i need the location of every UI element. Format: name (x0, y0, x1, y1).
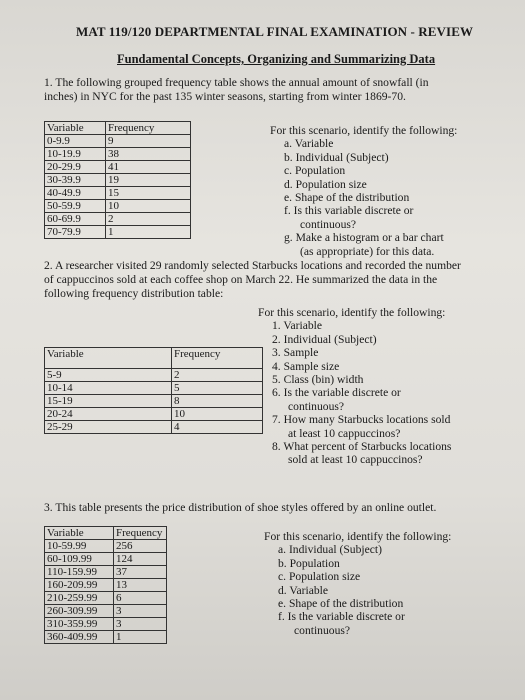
frequency-cell: 10 (106, 200, 191, 213)
task-item: d. Variable (278, 583, 329, 597)
task-item-continuation: continuous? (288, 399, 345, 413)
table-row (45, 618, 167, 631)
table-row (45, 174, 191, 187)
task-item-continuation: continuous? (300, 217, 357, 231)
task-item: c. Population size (278, 570, 361, 584)
frequency-cell: 38 (106, 148, 191, 161)
question-1-intro: 1. The following grouped frequency table shows the annual amount of snowfall (in inches) in NYC for the past 135 winter seasons, starting from winter 1869-70. (44, 76, 429, 103)
table-row (45, 566, 167, 579)
frequency-cell: 256 (114, 540, 167, 553)
variable-cell: 160-209.99 (45, 579, 114, 592)
task-item: g. Make a histogram or a bar chart (284, 231, 444, 245)
variable-cell: 60-109.99 (45, 553, 114, 566)
table-row (45, 605, 167, 618)
task-item: e. Shape of the distribution (284, 191, 410, 205)
task-prompt: For this scenario, identify the following: (264, 530, 452, 543)
task-prompt: For this scenario, identify the following: (258, 306, 446, 319)
table-row (45, 148, 191, 161)
section-heading: Fundamental Concepts, Organizing and Summarizing Data (117, 52, 436, 66)
question-3-intro: 3. This table presents the price distribution of shoe styles offered by an online outlet. (44, 501, 437, 514)
table-row (45, 382, 263, 395)
frequency-cell: 13 (114, 579, 167, 592)
task-prompt: For this scenario, identify the following: (270, 124, 458, 137)
variable-cell: 310-359.99 (45, 618, 114, 631)
frequency-cell: 3 (114, 605, 167, 618)
task-item: 1. Variable (272, 319, 323, 333)
snowfall-frequency-table (44, 121, 191, 239)
variable-cell: 70-79.9 (45, 226, 106, 239)
table-row (45, 395, 263, 408)
task-item: 3. Sample (272, 346, 319, 360)
task-item: e. Shape of the distribution (278, 597, 404, 611)
column-header-frequency: Frequency (114, 527, 167, 540)
task-item-continuation: sold at least 10 cappuccinos? (288, 453, 423, 467)
frequency-cell: 2 (172, 369, 263, 382)
frequency-cell: 6 (114, 592, 167, 605)
task-item: 4. Sample size (272, 359, 340, 373)
task-item: 2. Individual (Subject) (272, 332, 377, 346)
question-2-tasks (258, 306, 451, 467)
column-header-variable: Variable (45, 527, 114, 540)
variable-cell: 15-19 (45, 395, 172, 408)
variable-cell: 10-19.9 (45, 148, 106, 161)
question-2-intro: 2. A researcher visited 29 randomly selected Starbucks locations and recorded the number of cappuccinos sold at each coffee shop on March 22. He summarized the data in the following frequency distribution table: (44, 259, 461, 300)
variable-cell: 360-409.99 (45, 631, 114, 644)
column-header-variable: Variable (45, 348, 172, 369)
shoe-price-frequency-table (44, 526, 167, 644)
column-header-frequency: Frequency (106, 122, 191, 135)
task-item: f. Is the variable discrete or (278, 610, 405, 624)
task-item: f. Is this variable discrete or (284, 204, 414, 218)
cappuccino-frequency-table (44, 347, 263, 434)
variable-cell: 10-59.99 (45, 540, 114, 553)
frequency-cell: 4 (172, 421, 263, 434)
table-header-row (45, 348, 263, 369)
task-item-continuation: at least 10 cappuccinos? (288, 426, 401, 440)
table-row (45, 135, 191, 148)
frequency-cell: 19 (106, 174, 191, 187)
task-item: b. Population (278, 556, 340, 570)
frequency-cell: 5 (172, 382, 263, 395)
task-item: c. Population (284, 164, 346, 178)
task-item: a. Variable (284, 137, 334, 151)
table-row (45, 421, 263, 434)
table-row (45, 200, 191, 213)
variable-cell: 260-309.99 (45, 605, 114, 618)
task-item: d. Population size (284, 177, 367, 191)
question-3-tasks (264, 530, 451, 637)
table-row (45, 226, 191, 239)
variable-cell: 210-259.99 (45, 592, 114, 605)
frequency-cell: 3 (114, 618, 167, 631)
frequency-cell: 10 (172, 408, 263, 421)
task-item: 6. Is the variable discrete or (272, 386, 401, 400)
variable-cell: 20-24 (45, 408, 172, 421)
task-item: b. Individual (Subject) (284, 150, 389, 164)
table-row (45, 631, 167, 644)
table-row (45, 187, 191, 200)
table-header-row (45, 527, 167, 540)
task-item: 8. What percent of Starbucks locations (272, 440, 452, 454)
table-row (45, 553, 167, 566)
table-row (45, 369, 263, 382)
variable-cell: 10-14 (45, 382, 172, 395)
variable-cell: 25-29 (45, 421, 172, 434)
page-title: MAT 119/120 DEPARTMENTAL FINAL EXAMINATION - REVIEW (76, 24, 474, 39)
table-row (45, 579, 167, 592)
frequency-cell: 15 (106, 187, 191, 200)
frequency-cell: 1 (106, 226, 191, 239)
variable-cell: 30-39.9 (45, 174, 106, 187)
variable-cell: 5-9 (45, 369, 172, 382)
variable-cell: 110-159.99 (45, 566, 114, 579)
table-row (45, 592, 167, 605)
variable-cell: 0-9.9 (45, 135, 106, 148)
frequency-cell: 2 (106, 213, 191, 226)
question-1-tasks (270, 124, 457, 258)
variable-cell: 50-59.9 (45, 200, 106, 213)
table-row (45, 408, 263, 421)
variable-cell: 60-69.9 (45, 213, 106, 226)
frequency-cell: 8 (172, 395, 263, 408)
frequency-cell: 41 (106, 161, 191, 174)
frequency-cell: 1 (114, 631, 167, 644)
task-item-continuation: (as appropriate) for this data. (300, 244, 435, 258)
task-item: 5. Class (bin) width (272, 373, 364, 387)
column-header-frequency: Frequency (172, 348, 263, 369)
frequency-cell: 9 (106, 135, 191, 148)
table-row (45, 161, 191, 174)
variable-cell: 40-49.9 (45, 187, 106, 200)
task-item-continuation: continuous? (294, 623, 351, 637)
frequency-cell: 37 (114, 566, 167, 579)
task-item: 7. How many Starbucks locations sold (272, 413, 451, 427)
task-item: a. Individual (Subject) (278, 543, 382, 557)
column-header-variable: Variable (45, 122, 106, 135)
table-header-row (45, 122, 191, 135)
frequency-cell: 124 (114, 553, 167, 566)
table-row (45, 540, 167, 553)
variable-cell: 20-29.9 (45, 161, 106, 174)
table-row (45, 213, 191, 226)
